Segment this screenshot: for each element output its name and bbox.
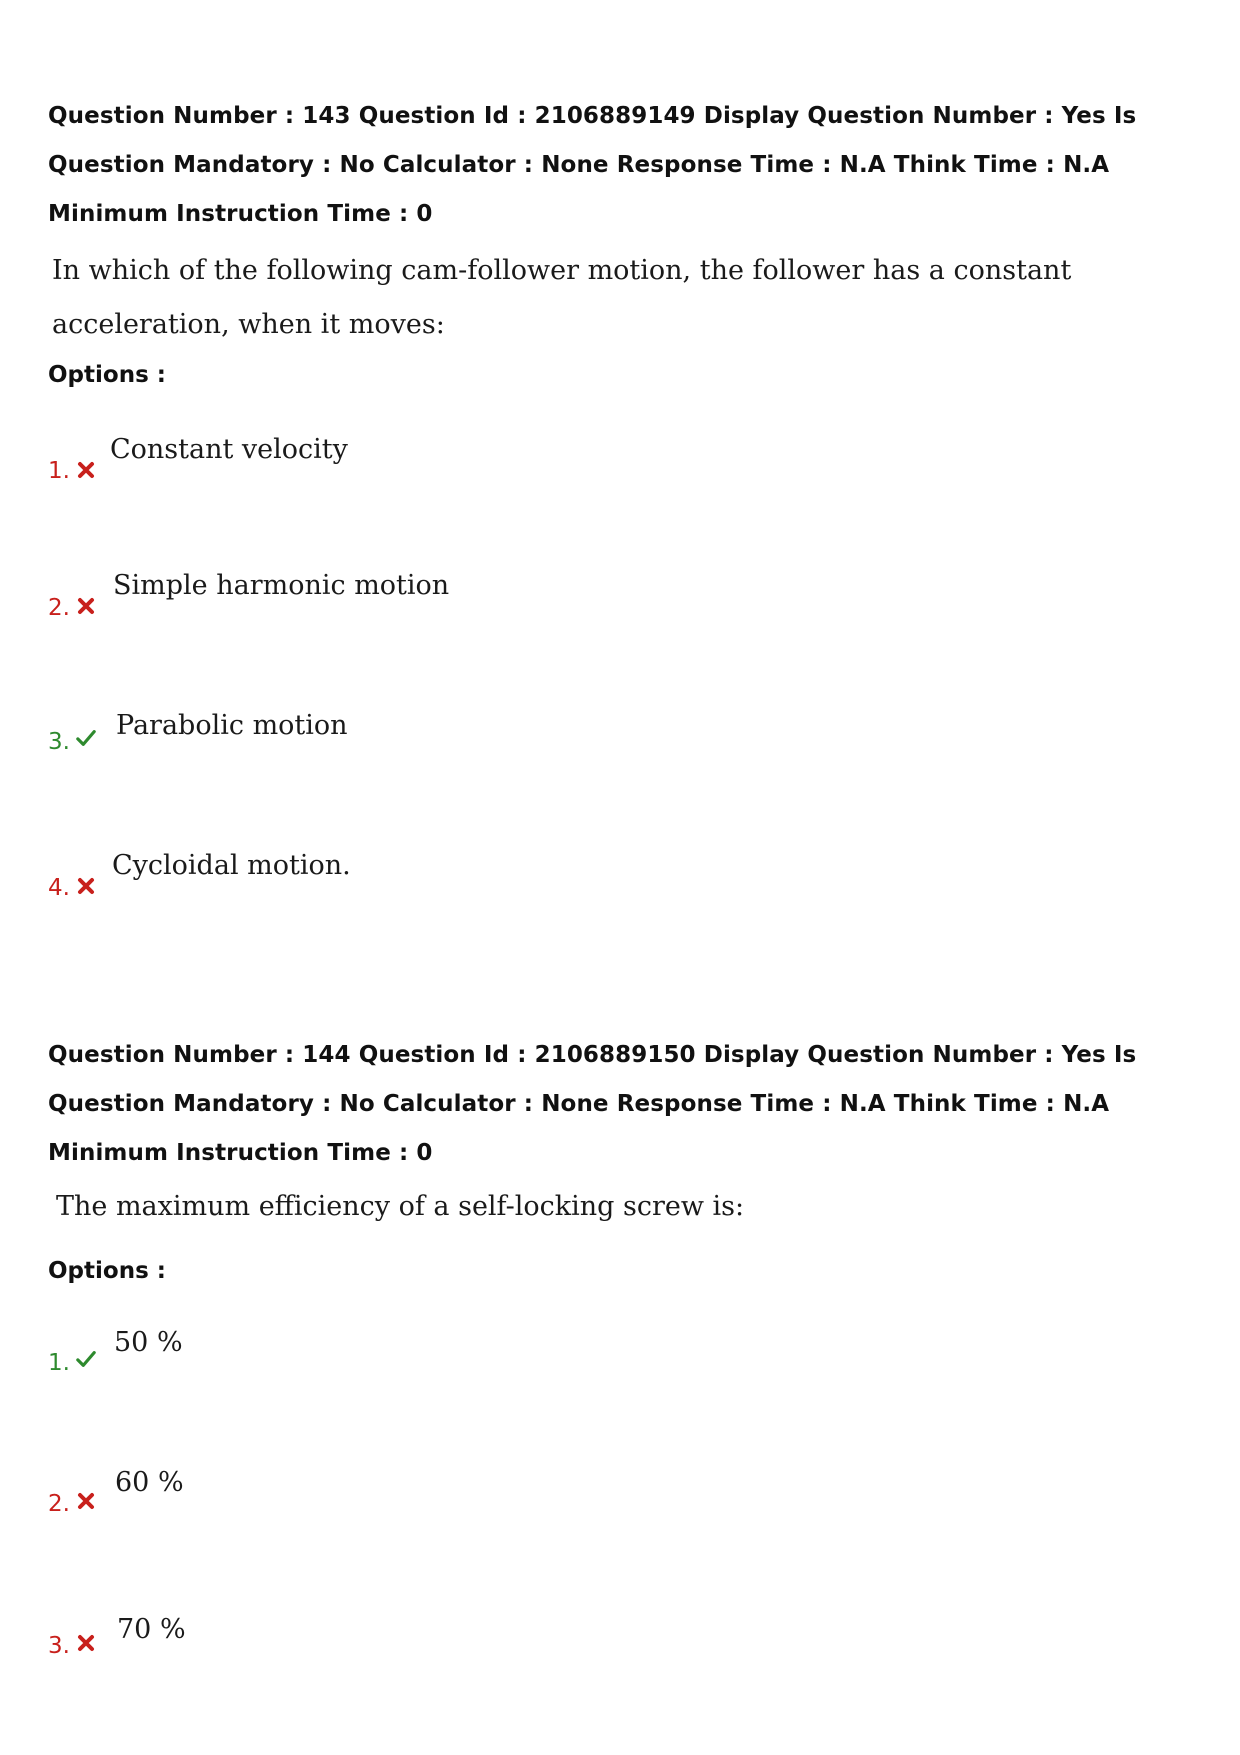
check-icon xyxy=(76,1349,96,1369)
q144-option-2-number: 2. xyxy=(48,1491,70,1517)
q143-option-1-number: 1. xyxy=(48,458,70,484)
question-144-meta: Question Number : 144 Question Id : 2106889150 Display Question Number : Yes Is Question Mandatory : No Calculator : None Response Time : N.A Think Time : N.A Minimum Instruction Time : 0 xyxy=(48,1042,1137,1166)
q143-option-4-number: 4. xyxy=(48,875,70,901)
question-144-text-line-1: The maximum efficiency of a self-locking screw is: xyxy=(56,1191,745,1222)
q143-option-3-number: 3. xyxy=(48,729,70,755)
cross-icon xyxy=(76,876,96,896)
q143-option-3-text: Parabolic motion xyxy=(116,710,348,741)
question-144-options-label: Options : xyxy=(48,1258,166,1284)
cross-icon xyxy=(76,1491,96,1511)
cross-icon xyxy=(76,596,96,616)
question-143-text-line-1: In which of the following cam-follower motion, the follower has a constant xyxy=(52,255,1072,286)
cross-icon xyxy=(76,1633,96,1653)
q144-option-2-text: 60 % xyxy=(115,1467,184,1498)
q144-option-3-number: 3. xyxy=(48,1633,70,1659)
question-143-options-label: Options : xyxy=(48,362,166,388)
question-143-meta: Question Number : 143 Question Id : 2106889149 Display Question Number : Yes Is Question Mandatory : No Calculator : None Response Time : N.A Think Time : N.A Minimum Instruction Time : 0 xyxy=(48,103,1137,227)
q144-option-1-number: 1. xyxy=(48,1350,70,1376)
q143-option-1-text: Constant velocity xyxy=(110,434,348,465)
check-icon xyxy=(76,728,96,748)
question-143-text-line-2: acceleration, when it moves: xyxy=(52,309,445,340)
q143-option-4-text: Cycloidal motion. xyxy=(112,850,351,881)
q143-option-2-number: 2. xyxy=(48,595,70,621)
q143-option-2-text: Simple harmonic motion xyxy=(113,570,450,601)
q144-option-3-text: 70 % xyxy=(117,1614,186,1645)
q144-option-1-text: 50 % xyxy=(114,1327,183,1358)
cross-icon xyxy=(76,460,96,480)
